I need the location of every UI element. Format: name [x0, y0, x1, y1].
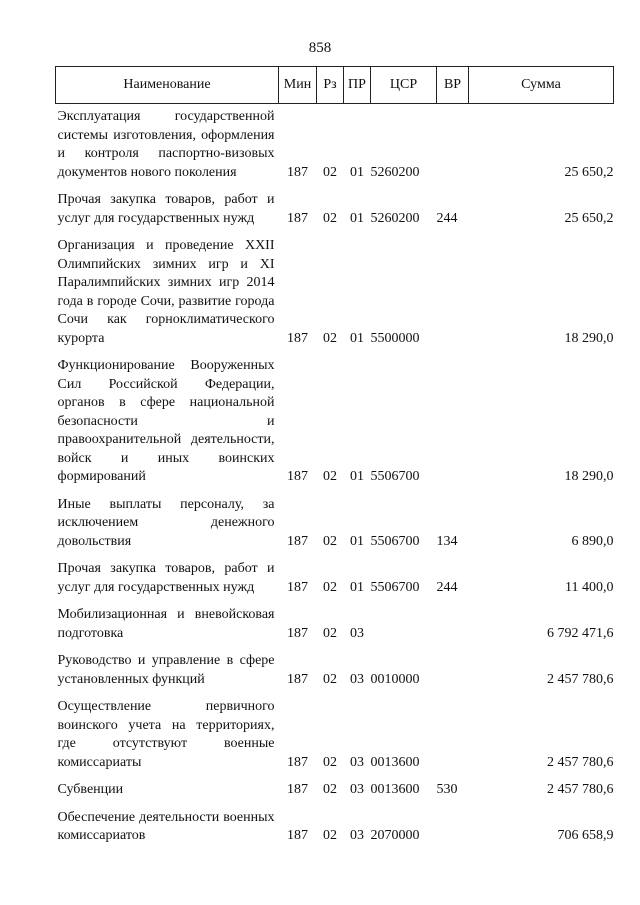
row-vr: 244 — [436, 579, 458, 595]
table-row — [56, 805, 614, 851]
row-vr: 244 — [436, 210, 458, 226]
row-csr: 5506700 — [370, 579, 420, 595]
row-vr — [437, 694, 469, 777]
row-rz: 02 — [323, 579, 337, 595]
row-csr: 5506700 — [370, 533, 420, 549]
row-rz: 02 — [323, 469, 337, 484]
row-vr — [437, 233, 469, 353]
row-csr: 5260200 — [370, 210, 420, 226]
row-pr: 01 — [350, 210, 364, 226]
row-name: Прочая закупка товаров, работ и услуг для государственных нужд — [57, 192, 275, 226]
row-min: 187 — [287, 671, 308, 687]
row-sum: 18 290,0 — [564, 469, 614, 484]
row-sum: 18 290,0 — [564, 330, 614, 346]
row-pr: 01 — [350, 533, 364, 549]
row-vr — [437, 353, 469, 492]
row-name: Осуществление первичного воинского учета на территориях, где отсутствуют военные комиссариаты — [57, 699, 275, 770]
row-csr: 5260200 — [370, 164, 420, 180]
row-sum: 2 457 780,6 — [547, 754, 614, 770]
budget-table — [55, 66, 614, 851]
header-csr: ЦСР — [371, 67, 437, 104]
row-name: Организация и проведение XXII Олимпийских зимних игр и XI Паралимпийских зимних игр 2014 года в городе Сочи, развитие города Сочи как горноклиматического курорта — [57, 238, 275, 346]
header-rz: Рз — [317, 67, 344, 104]
row-rz: 02 — [323, 210, 337, 226]
row-min: 187 — [287, 469, 308, 484]
row-name: Обеспечение деятельности военных комиссариатов — [57, 809, 275, 843]
header-pr: ПР — [344, 67, 371, 104]
row-min: 187 — [287, 533, 308, 549]
table-row — [56, 694, 614, 777]
table-row — [56, 556, 614, 602]
row-name: Мобилизационная и вневойсковая подготовка — [57, 607, 275, 641]
row-sum: 6 792 471,6 — [547, 625, 614, 641]
row-name: Эксплуатация государственной системы изготовления, оформления и контроля паспортно-визовых документов нового поколения — [57, 109, 275, 180]
header-vr: ВР — [437, 67, 469, 104]
row-pr: 03 — [350, 625, 364, 641]
row-min: 187 — [287, 782, 308, 797]
row-vr: 530 — [436, 782, 458, 797]
table-row — [56, 233, 614, 353]
header-sum: Сумма — [469, 67, 614, 104]
row-name: Прочая закупка товаров, работ и услуг для государственных нужд — [57, 561, 275, 595]
row-csr: 2070000 — [370, 828, 420, 843]
header-name: Наименование — [56, 67, 279, 104]
row-csr: 0013600 — [370, 754, 420, 770]
row-vr — [437, 648, 469, 694]
header-min: Мин — [279, 67, 317, 104]
row-sum: 2 457 780,6 — [547, 782, 614, 797]
row-pr: 01 — [350, 330, 364, 346]
row-name: Субвенции — [57, 782, 124, 797]
row-min: 187 — [287, 828, 308, 843]
row-pr: 03 — [350, 754, 364, 770]
row-pr: 01 — [350, 164, 364, 180]
table-header — [56, 67, 614, 104]
row-rz: 02 — [323, 828, 337, 843]
row-vr: 134 — [436, 533, 458, 549]
row-min: 187 — [287, 164, 308, 180]
row-pr: 01 — [350, 469, 364, 484]
row-csr: 0010000 — [370, 671, 420, 687]
table-row — [56, 602, 614, 648]
row-vr — [437, 104, 469, 188]
table-row — [56, 187, 614, 233]
table-row — [56, 648, 614, 694]
row-csr: 0013600 — [370, 782, 420, 797]
row-sum: 25 650,2 — [564, 164, 614, 180]
row-pr: 03 — [350, 782, 364, 797]
row-min: 187 — [287, 579, 308, 595]
row-rz: 02 — [323, 671, 337, 687]
row-rz: 02 — [323, 330, 337, 346]
row-min: 187 — [287, 210, 308, 226]
row-pr: 01 — [350, 579, 364, 595]
row-rz: 02 — [323, 782, 337, 797]
row-vr — [437, 602, 469, 648]
row-csr: 5506700 — [370, 469, 420, 484]
row-min: 187 — [287, 754, 308, 770]
row-rz: 02 — [323, 754, 337, 770]
table-row — [56, 104, 614, 188]
table-row — [56, 777, 614, 805]
row-sum: 25 650,2 — [564, 210, 614, 226]
row-rz: 02 — [323, 533, 337, 549]
page-number: 858 — [308, 40, 332, 56]
row-name: Иные выплаты персоналу, за исключением денежного довольствия — [57, 496, 275, 549]
row-csr: 5500000 — [370, 330, 420, 346]
row-pr: 03 — [350, 671, 364, 687]
table-row — [56, 492, 614, 557]
row-vr — [437, 805, 469, 851]
row-pr: 03 — [350, 828, 364, 843]
row-name: Функционирование Вооруженных Сил Российской Федерации, органов в сфере национальной безопасности и правоохранительной деятельности, войск и иных воинских формирований — [57, 358, 275, 484]
row-sum: 6 890,0 — [571, 533, 614, 549]
row-min: 187 — [287, 625, 308, 641]
row-name: Руководство и управление в сфере установленных функций — [57, 653, 275, 687]
row-sum: 2 457 780,6 — [547, 671, 614, 687]
row-rz: 02 — [323, 625, 337, 641]
row-csr — [371, 602, 437, 648]
table-row — [56, 353, 614, 492]
row-min: 187 — [287, 330, 308, 346]
row-rz: 02 — [323, 164, 337, 180]
row-sum: 11 400,0 — [565, 579, 614, 595]
row-sum: 706 658,9 — [557, 828, 614, 843]
